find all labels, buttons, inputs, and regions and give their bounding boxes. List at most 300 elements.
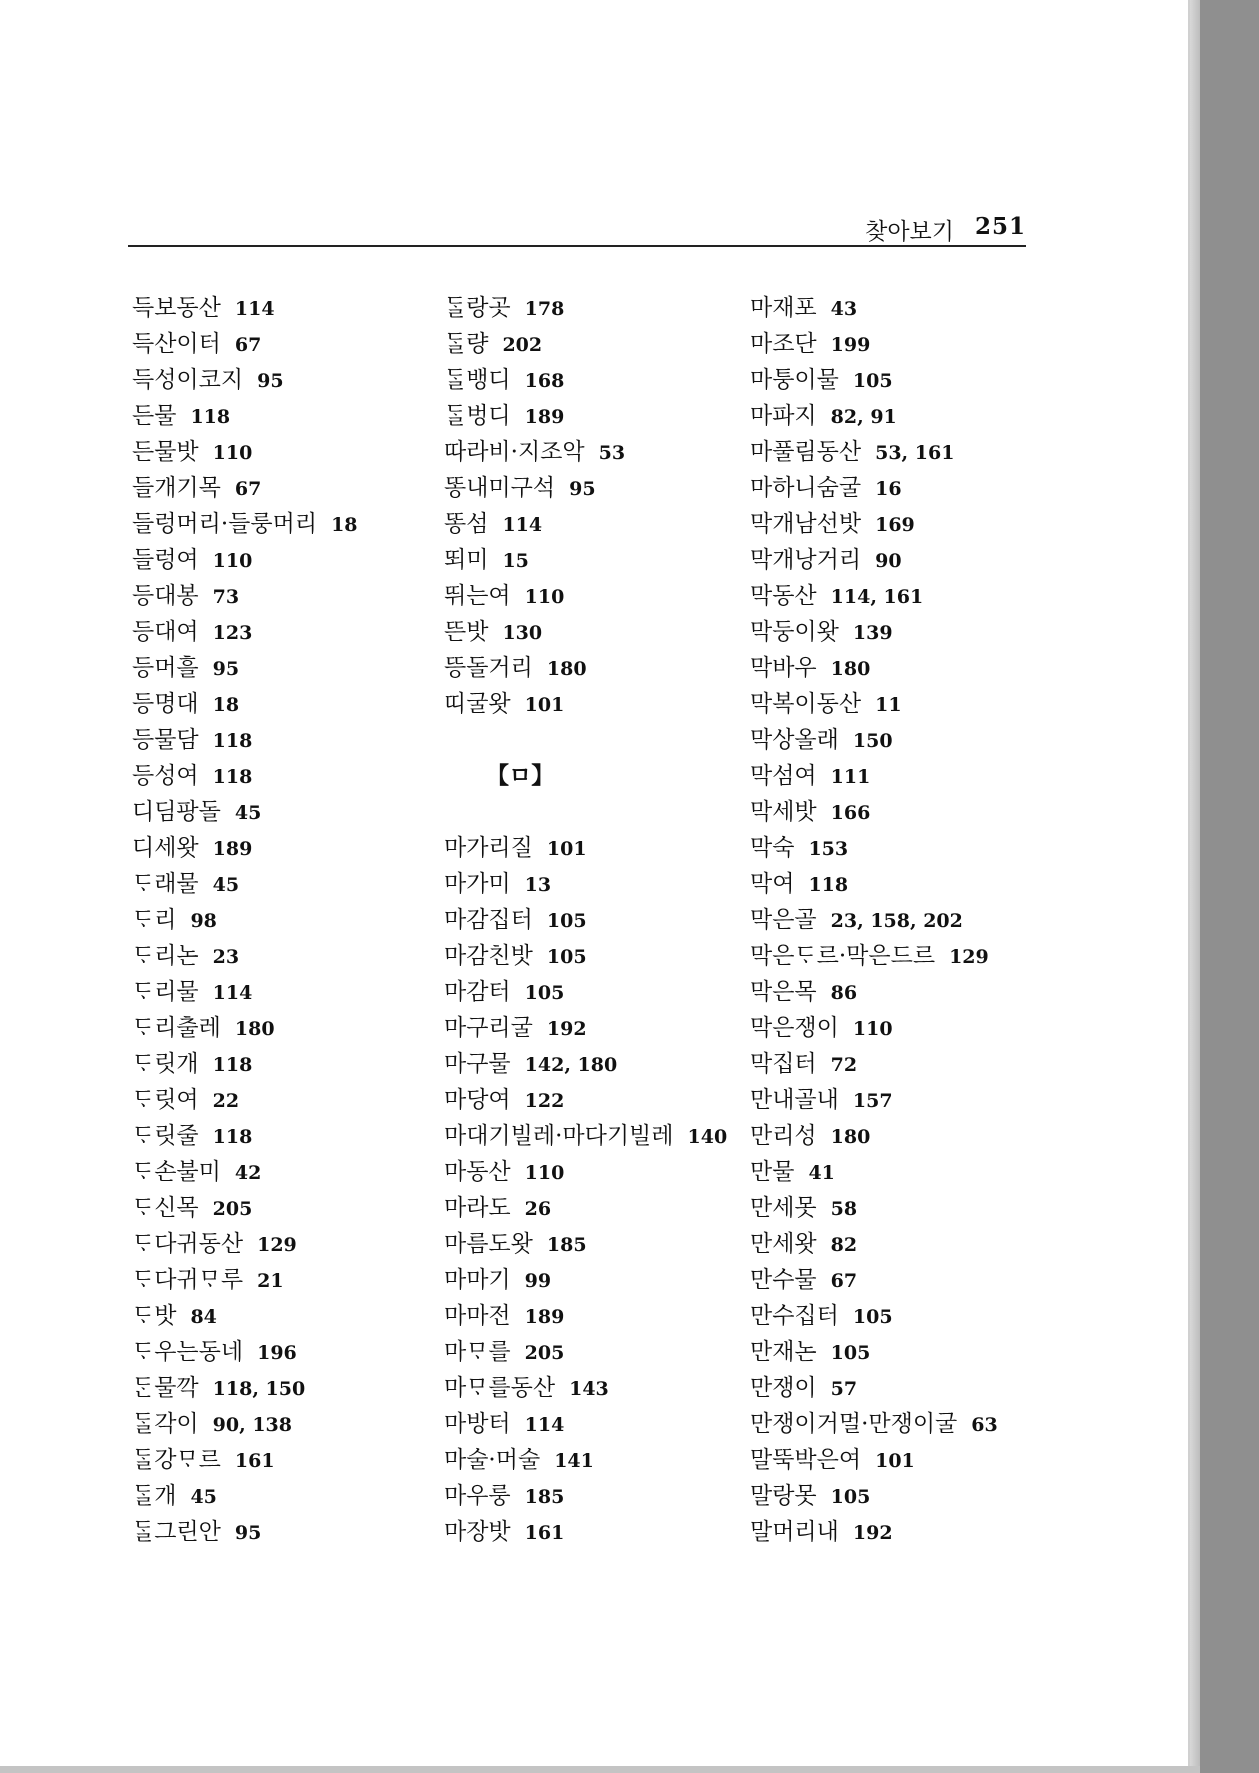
index-entry [444,290,727,326]
entry-term: 띠굴왓 [444,691,511,717]
entry-pages: 118 [212,1126,253,1148]
entry-term: 똥섬 [444,511,489,537]
index-entry [750,1046,998,1082]
entry-term: 마당여 [444,1087,511,1113]
entry-term: 막개낭거리 [750,547,862,573]
entry-pages: 122 [524,1090,565,1112]
entry-pages: 118 [212,766,253,788]
entry-pages: 82 [830,1234,858,1256]
index-entry [444,1442,727,1478]
index-entry [444,1334,727,1370]
index-entry [444,1046,727,1082]
index-entry [132,722,358,758]
entry-pages: 202 [502,334,543,356]
index-entry [750,1118,998,1154]
entry-term: ᄃᆞ리논 [132,943,199,969]
index-entry [132,326,358,362]
index-entry [132,830,358,866]
entry-pages: 111 [830,766,871,788]
entry-term: ᄃᆞᆯ랑곳 [444,295,511,321]
index-entry [444,1082,727,1118]
index-entry [132,1046,358,1082]
index-entry [132,938,358,974]
entry-term: 막바우 [750,655,817,681]
index-entry [132,542,358,578]
index-entry [444,866,727,902]
entry-pages: 114 [524,1414,565,1436]
entry-pages: 105 [852,370,893,392]
index-entry [750,758,998,794]
index-entry [750,650,998,686]
entry-pages: 98 [190,910,217,932]
entry-pages: 168 [524,370,565,392]
index-entry [444,1154,727,1190]
entry-term: 막숙 [750,835,795,861]
entry-term: 만쟁이 [750,1375,817,1401]
index-entry [750,794,998,830]
entry-pages: 105 [546,946,587,968]
index-entry [444,1514,727,1550]
entry-pages: 129 [257,1234,297,1256]
entry-pages: 169 [875,514,915,536]
entry-term: 뜽돌거리 [444,655,533,681]
entry-term: ᄃᆞ우는동네 [132,1339,244,1365]
entry-pages: 23, 158, 202 [830,910,963,932]
entry-term: 막세밧 [750,799,817,825]
entry-term: ᄃᆞ다귀ᄆᆞ루 [132,1267,244,1293]
entry-term: 들렁머리·들룽머리 [132,511,318,537]
entry-term: 막여 [750,871,795,897]
page-edge-shadow [1190,0,1200,1773]
entry-pages: 101 [875,1450,915,1472]
index-entry [132,902,358,938]
index-entry [750,1442,998,1478]
index-entry [132,1370,358,1406]
entry-term: 등머흘 [132,655,199,681]
entry-term: 등명대 [132,691,199,717]
index-entry [750,614,998,650]
entry-term: ᄃᆞᆯ각이 [132,1411,199,1437]
entry-term: 마방터 [444,1411,511,1437]
entry-pages: 105 [524,982,565,1004]
entry-pages: 192 [852,1522,893,1544]
entry-pages: 114 [212,982,253,1004]
entry-term: 마우룽 [444,1483,511,1509]
entry-pages: 139 [852,622,893,644]
entry-pages: 114 [502,514,543,536]
index-entry [750,1190,998,1226]
entry-term: 막복이동산 [750,691,862,717]
entry-pages: 205 [524,1342,565,1364]
index-entry [750,1514,998,1550]
index-entry [750,326,998,362]
entry-pages: 189 [524,1306,565,1328]
entry-term: 막개남선밧 [750,511,862,537]
entry-pages: 18 [331,514,358,536]
index-entry [132,434,358,470]
index-entry [750,1262,998,1298]
index-entry [750,866,998,902]
entry-pages: 95 [234,1522,262,1544]
entry-term: ᄃᆞᆯ그린안 [132,1519,221,1545]
index-entry [750,434,998,470]
index-column-2 [444,290,727,1550]
entry-term: 만리성 [750,1123,817,1149]
index-entry [444,830,727,866]
entry-pages: 72 [830,1054,858,1076]
index-entry [132,650,358,686]
entry-pages: 192 [546,1018,587,1040]
index-entry [132,686,358,722]
entry-pages: 110 [524,1162,565,1184]
entry-term: 마재포 [750,295,817,321]
spacer [444,722,727,758]
entry-pages: 196 [257,1342,297,1364]
entry-pages: 180 [830,658,871,680]
entry-term: ᄃᆞᆯ강ᄆᆞ르 [132,1447,221,1473]
header-rule [128,245,1026,247]
entry-pages: 110 [212,550,253,572]
entry-term: 득성이코지 [132,367,244,393]
entry-term: 똥내미구석 [444,475,556,501]
index-entry [132,1514,358,1550]
index-entry [750,1298,998,1334]
entry-term: ᄃᆞ릿개 [132,1051,199,1077]
entry-pages: 141 [554,1450,594,1472]
entry-term: 막은목 [750,979,817,1005]
entry-pages: 45 [234,802,262,824]
entry-term: ᄃᆞᆫ물깍 [132,1375,199,1401]
entry-term: 마마전 [444,1303,511,1329]
entry-pages: 118 [212,1054,253,1076]
index-entry [750,506,998,542]
entry-term: ᄃᆞ다귀동산 [132,1231,244,1257]
index-entry [132,614,358,650]
index-entry [750,902,998,938]
index-entry [750,1334,998,1370]
entry-term: ᄃᆞᆯ개 [132,1483,177,1509]
index-entry [750,290,998,326]
index-entry [132,398,358,434]
entry-pages: 105 [830,1342,871,1364]
entry-pages: 43 [830,298,858,320]
index-entry [132,758,358,794]
entry-pages: 42 [234,1162,262,1184]
page-number: 251 [974,213,1026,240]
entry-term: 들렁여 [132,547,199,573]
index-entry [132,1262,358,1298]
entry-term: 들개기목 [132,475,221,501]
entry-pages: 57 [830,1378,858,1400]
entry-term: ᄃᆞ리 [132,907,177,933]
entry-term: 마퉁이물 [750,367,839,393]
index-entry [444,398,727,434]
entry-pages: 22 [212,1090,240,1112]
entry-pages: 161 [234,1450,275,1472]
entry-term: 뙤미 [444,547,489,573]
entry-term: 만내골내 [750,1087,839,1113]
entry-term: ᄃᆞ래물 [132,871,199,897]
entry-term: 마감집터 [444,907,533,933]
header-title: 찾아보기 [865,219,954,245]
running-header [128,211,1026,245]
index-entry [750,938,998,974]
entry-term: 마파지 [750,403,817,429]
entry-term: 막상올래 [750,727,839,753]
entry-pages: 161 [524,1522,565,1544]
entry-term: 마가미 [444,871,511,897]
entry-term: 등성여 [132,763,199,789]
entry-pages: 105 [546,910,587,932]
index-entry [132,1154,358,1190]
entry-term: 만세왓 [750,1231,817,1257]
entry-term: 막둥이왓 [750,619,839,645]
index-entry [132,1010,358,1046]
index-entry [444,506,727,542]
index-entry [444,1406,727,1442]
index-entry [750,1370,998,1406]
entry-term: 막은골 [750,907,817,933]
entry-term: 마풀림동산 [750,439,862,465]
entry-pages: 101 [524,694,565,716]
entry-term: ᄃᆞᆯ뱅디 [444,367,511,393]
index-entry [132,362,358,398]
entry-term: ᄃᆞ신목 [132,1195,199,1221]
entry-term: 만세못 [750,1195,817,1221]
entry-term: 따라비·지조악 [444,439,585,465]
entry-pages: 118 [808,874,849,896]
index-entry [750,1082,998,1118]
section-heading: 【ㅁ】 [486,762,555,789]
entry-pages: 82, 91 [830,406,897,428]
index-entry [750,362,998,398]
entry-pages: 99 [524,1270,552,1292]
entry-pages: 185 [524,1486,565,1508]
entry-pages: 153 [808,838,849,860]
entry-pages: 45 [190,1486,217,1508]
entry-pages: 105 [852,1306,893,1328]
entry-term: 마동산 [444,1159,511,1185]
entry-pages: 67 [234,334,262,356]
entry-pages: 180 [830,1126,871,1148]
index-entry [132,1298,358,1334]
index-entry [444,470,727,506]
entry-term: 마술·머술 [444,1447,541,1473]
index-entry [750,686,998,722]
entry-pages: 118, 150 [212,1378,306,1400]
entry-term: ᄃᆞ릿줄 [132,1123,199,1149]
entry-pages: 67 [830,1270,858,1292]
entry-term: 막집터 [750,1051,817,1077]
entry-pages: 130 [502,622,543,644]
entry-term: 마조단 [750,331,817,357]
entry-term: 마름도왓 [444,1231,533,1257]
entry-term: 득보동산 [132,295,221,321]
entry-term: 마감친밧 [444,943,533,969]
index-entry [132,1226,358,1262]
entry-pages: 180 [546,658,587,680]
index-entry [132,1190,358,1226]
index-entry [132,578,358,614]
entry-pages: 110 [524,586,565,608]
index-entry [750,398,998,434]
entry-pages: 95 [569,478,596,500]
entry-pages: 143 [569,1378,609,1400]
entry-term: 마감터 [444,979,511,1005]
entry-term: 말머리내 [750,1519,839,1545]
index-entry [444,578,727,614]
index-entry [132,506,358,542]
index-entry [750,1226,998,1262]
entry-pages: 53 [598,442,626,464]
entry-pages: 140 [687,1126,728,1148]
index-entry [750,578,998,614]
entry-pages: 142, 180 [524,1054,618,1076]
entry-term: 말랑못 [750,1483,817,1509]
entry-pages: 53, 161 [875,442,955,464]
entry-pages: 178 [524,298,565,320]
entry-term: 막섬여 [750,763,817,789]
entry-pages: 90 [875,550,902,572]
entry-pages: 114, 161 [830,586,924,608]
entry-pages: 150 [852,730,893,752]
entry-term: 마라도 [444,1195,511,1221]
entry-pages: 110 [852,1018,893,1040]
index-entry [750,1010,998,1046]
index-entry [750,830,998,866]
index-entry [750,542,998,578]
entry-pages: 118 [212,730,253,752]
entry-pages: 84 [190,1306,217,1328]
entry-term: ᄃᆞ손불미 [132,1159,221,1185]
entry-term: 든물 [132,403,177,429]
index-entry [750,470,998,506]
entry-pages: 13 [524,874,552,896]
index-entry [444,650,727,686]
entry-pages: 118 [190,406,231,428]
index-entry [750,1154,998,1190]
index-column-1 [132,290,358,1550]
entry-term: 마가리질 [444,835,533,861]
entry-pages: 58 [830,1198,858,1220]
spacer [444,794,727,830]
index-entry [444,1478,727,1514]
entry-term: 등대봉 [132,583,199,609]
entry-pages: 105 [830,1486,871,1508]
entry-pages: 114 [234,298,275,320]
index-entry [444,1262,727,1298]
index-entry [444,326,727,362]
index-entry [444,434,727,470]
entry-pages: 180 [234,1018,275,1040]
entry-term: ᄃᆞ리출레 [132,1015,221,1041]
entry-term: 등대여 [132,619,199,645]
index-entry [132,866,358,902]
entry-term: 등물담 [132,727,199,753]
entry-term: ᄃᆞ릿여 [132,1087,199,1113]
entry-pages: 90, 138 [212,1414,292,1436]
entry-pages: 185 [546,1234,587,1256]
index-entry [444,902,727,938]
index-entry [132,794,358,830]
entry-term: 마마기 [444,1267,511,1293]
entry-pages: 41 [808,1162,835,1184]
entry-pages: 15 [502,550,529,572]
entry-pages: 26 [524,1198,552,1220]
entry-pages: 205 [212,1198,253,1220]
entry-term: ᄃᆞ밧 [132,1303,177,1329]
entry-pages: 67 [234,478,262,500]
index-entry [132,974,358,1010]
index-entry [132,1082,358,1118]
entry-pages: 199 [830,334,871,356]
page-bottom-shadow [0,1766,1200,1773]
entry-pages: 18 [212,694,240,716]
entry-term: 든물밧 [132,439,199,465]
entry-pages: 16 [875,478,902,500]
index-entry [444,1190,727,1226]
index-entry [132,470,358,506]
index-entry [132,1406,358,1442]
index-entry [750,974,998,1010]
entry-term: 마대기빌레·마다기빌레 [444,1123,674,1149]
entry-term: 뛰는여 [444,583,511,609]
index-entry [444,1298,727,1334]
index-entry [444,1226,727,1262]
index-entry [132,1442,358,1478]
entry-term: 만물 [750,1159,795,1185]
entry-term: 만쟁이거멀·만쟁이굴 [750,1411,958,1437]
entry-pages: 110 [212,442,253,464]
entry-term: 마하니숨굴 [750,475,862,501]
entry-pages: 11 [875,694,902,716]
entry-pages: 73 [212,586,240,608]
index-entry [444,362,727,398]
index-entry [750,722,998,758]
entry-term: 만수물 [750,1267,817,1293]
index-entry [132,1478,358,1514]
entry-term: 말뚝박은여 [750,1447,862,1473]
entry-term: 막은쟁이 [750,1015,839,1041]
entry-term: 만수집터 [750,1303,839,1329]
entry-pages: 95 [257,370,284,392]
entry-term: 막은ᄃᆞ르·막은드르 [750,943,936,969]
index-entry [132,1334,358,1370]
entry-pages: 189 [212,838,253,860]
entry-term: 마구리굴 [444,1015,533,1041]
index-entry [132,1118,358,1154]
entry-term: 디세왓 [132,835,199,861]
entry-term: 뜬밧 [444,619,489,645]
entry-term: ᄃᆞᆯ량 [444,331,489,357]
entry-pages: 23 [212,946,240,968]
entry-term: 마ᄆᆞ를 [444,1339,511,1365]
index-entry [444,686,727,722]
index-entry [444,1010,727,1046]
index-entry [444,1118,727,1154]
index-entry [132,290,358,326]
entry-term: ᄃᆞ리물 [132,979,199,1005]
entry-term: 마ᄆᆞ를동산 [444,1375,556,1401]
entry-term: 마장밧 [444,1519,511,1545]
entry-term: ᄃᆞᆯ벙디 [444,403,511,429]
entry-pages: 86 [830,982,858,1004]
index-entry [750,1478,998,1514]
entry-term: 디딤팡돌 [132,799,221,825]
index-entry [444,938,727,974]
entry-pages: 157 [852,1090,893,1112]
entry-term: 만재논 [750,1339,817,1365]
